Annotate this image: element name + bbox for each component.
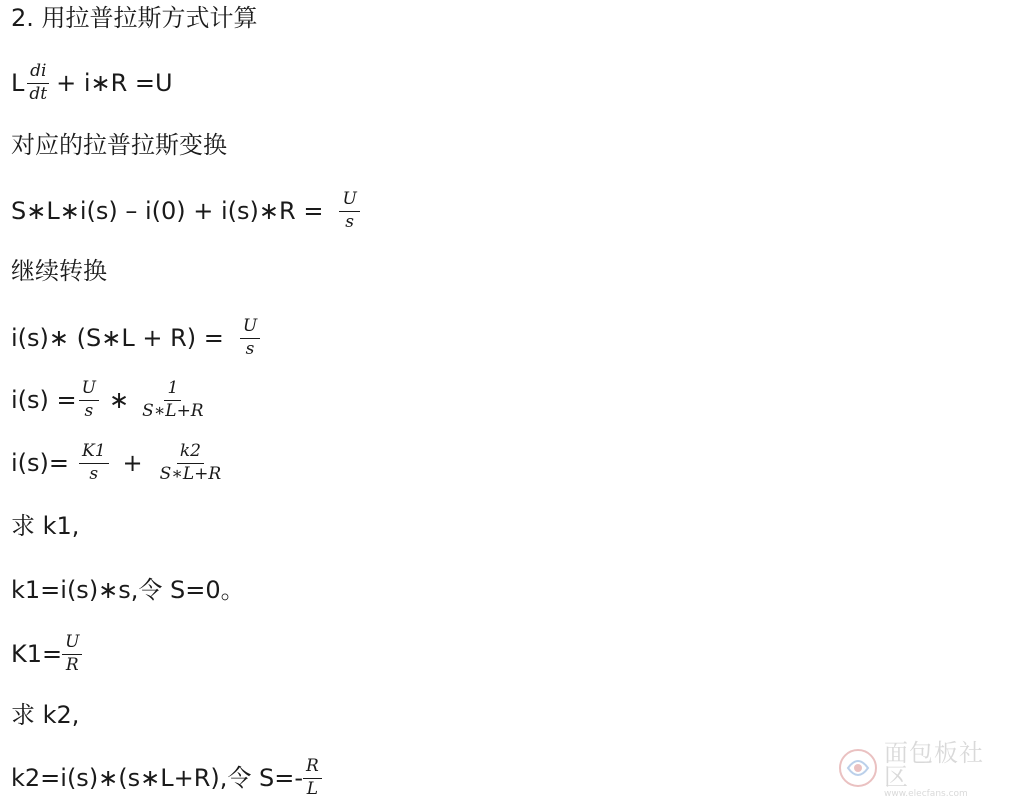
equation-partial-fractions: i(s)= $\frac{K1}{s}$ + $\frac{k2}{S∗L+R}$ bbox=[11, 443, 226, 484]
fraction-u-s: $\frac{U}{s}$ bbox=[79, 380, 99, 421]
watermark bbox=[838, 739, 1006, 799]
fraction-u-s: $\frac{U}{s}$ bbox=[339, 191, 359, 232]
equation-factor: i(s)∗ (S∗L + R) = $\frac{U}{s}$ bbox=[11, 318, 262, 359]
section-heading: 2. 用拉普拉斯方式计算 bbox=[11, 4, 258, 32]
equation-differential: L $\frac{di}{dt}$ + i∗R =U bbox=[11, 61, 173, 104]
solve-k2-heading: 求 k2, bbox=[11, 701, 80, 729]
solve-k1-heading: 求 k1, bbox=[11, 512, 80, 540]
fraction-k2-over-sl-r: $\frac{k2}{S∗L+R}$ bbox=[159, 441, 222, 484]
fraction-u-r: $\frac{U}{R}$ bbox=[62, 634, 82, 675]
equation-laplace: S∗L∗i(s) – i(0) + i(s)∗R = $\frac{U}{s}$ bbox=[11, 191, 362, 232]
watermark-en: www.elecfans.com bbox=[884, 789, 968, 799]
equation-is-product: i(s) = $\frac{U}{s}$ ∗ $\frac{1}{S∗L+R}$ bbox=[11, 380, 209, 421]
fraction-di-dt: $\frac{di}{dt}$ bbox=[26, 63, 50, 104]
k1-result: K1= $\frac{U}{R}$ bbox=[11, 634, 84, 675]
laplace-transform-heading: 对应的拉普拉斯变换 bbox=[11, 131, 227, 159]
continue-heading: 继续转换 bbox=[11, 257, 107, 285]
fraction-k1-s: $\frac{K1}{s}$ bbox=[79, 443, 109, 484]
fraction-r-l: $\frac{R}{L}$ bbox=[303, 758, 322, 799]
watermark-logo-icon bbox=[838, 748, 878, 792]
k1-derivation: k1=i(s)∗s,令 S=0。 bbox=[11, 576, 245, 604]
fraction-u-s: $\frac{U}{s}$ bbox=[240, 318, 260, 359]
watermark-cn: 面包板社区 bbox=[884, 739, 984, 791]
k2-derivation: k2=i(s)∗(s∗L+R),令 S=- $\frac{R}{L}$ bbox=[11, 758, 324, 799]
fraction-1-over-sl-r: $\frac{1}{S∗L+R}$ bbox=[142, 378, 204, 421]
